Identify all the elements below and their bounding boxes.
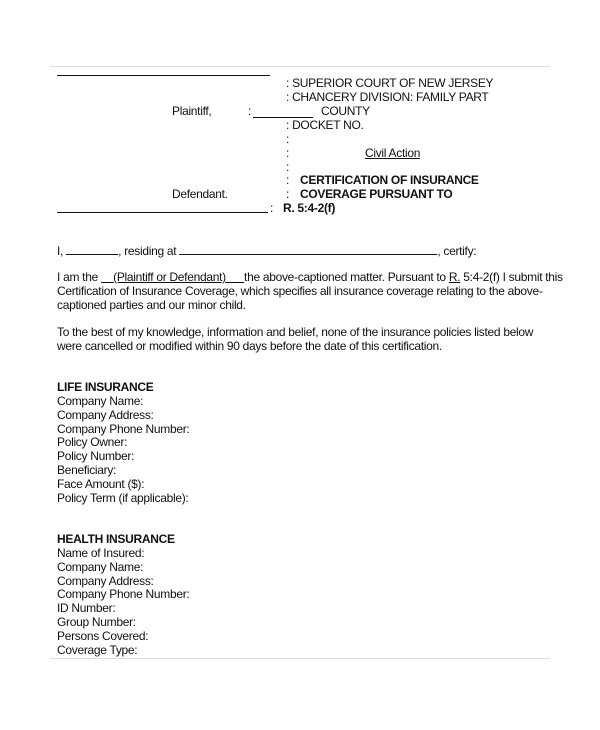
field-label: Policy Term (if applicable): <box>57 490 189 505</box>
document-title-line2: COVERAGE PURSUANT TO <box>300 187 453 201</box>
para1-mid: the above-captioned matter. Pursuant to <box>244 270 446 284</box>
court-name: : SUPERIOR COURT OF NEW JERSEY <box>286 76 494 90</box>
field-label: Company Phone Number: <box>57 587 190 602</box>
defendant-name-line <box>57 212 268 213</box>
address-blank <box>179 243 437 255</box>
life-insurance-heading: LIFE INSURANCE <box>57 380 154 394</box>
field-label: Beneficiary: <box>57 463 117 477</box>
defendant-label: Defendant. <box>172 187 228 201</box>
para2-line1: To the best of my knowledge, information and belief, none of the insurance policies listed below <box>57 325 534 339</box>
rule-ref: R. <box>448 270 461 284</box>
field-label: Name of Insured: <box>57 546 145 560</box>
field-label: ID Number: <box>57 601 116 616</box>
caption-colon: : <box>286 160 290 174</box>
para1-start: I am the <box>57 270 98 284</box>
caption-colon: : <box>270 201 274 215</box>
field-label: Policy Owner: <box>57 435 128 450</box>
civil-action-label: Civil Action <box>365 146 421 160</box>
field-label: Company Name: <box>57 394 144 408</box>
caption-colon: : <box>286 187 290 201</box>
para1-rest: 5:4-2(f) I submit this <box>460 270 563 284</box>
field-label: Coverage Type: <box>57 642 138 657</box>
para1-line1 <box>57 270 563 284</box>
para1-line3: captioned parties and our minor child. <box>57 298 246 312</box>
certify-i: I, <box>57 244 64 258</box>
caption-colon: : <box>286 146 290 160</box>
role-placeholder: (Plaintiff or Defendant) <box>113 270 226 284</box>
document-title-line1: CERTIFICATION OF INSURANCE <box>300 173 479 187</box>
caption-colon: : <box>286 132 290 146</box>
page-bottom-divider <box>50 658 550 659</box>
field-label: Persons Covered: <box>57 628 149 643</box>
field-label: Company Address: <box>57 573 154 588</box>
para1-line2: Certification of Insurance Coverage, which specifies all insurance coverage relating to the above- <box>57 284 543 298</box>
plaintiff-name-line <box>57 75 270 76</box>
field-label: Face Amount ($): <box>57 476 145 491</box>
caption-colon: : <box>286 173 290 187</box>
para2-line2: were cancelled or modified within 90 days before the date of this certification. <box>57 339 442 353</box>
field-label: Company Address: <box>57 407 154 422</box>
health-insurance-heading: HEALTH INSURANCE <box>57 532 175 546</box>
certify-statement <box>57 243 476 258</box>
role-field <box>101 270 244 284</box>
residing-text: , residing at <box>118 244 177 258</box>
county-label: COUNTY <box>321 104 370 118</box>
field-label: Company Phone Number: <box>57 421 190 436</box>
name-blank <box>66 243 118 255</box>
document-title-line3: R. 5:4-2(f) <box>283 201 336 215</box>
caption-colon: : <box>248 104 252 118</box>
field-label: Company Name: <box>57 559 144 574</box>
page-top-divider <box>50 66 550 67</box>
field-label: Policy Number: <box>57 449 135 464</box>
court-division: : CHANCERY DIVISION: FAMILY PART <box>286 90 489 104</box>
docket-label: : DOCKET NO. <box>286 118 364 132</box>
plaintiff-label: Plaintiff, <box>172 104 212 118</box>
field-label: Group Number: <box>57 615 136 629</box>
certify-end: , certify: <box>437 244 477 258</box>
